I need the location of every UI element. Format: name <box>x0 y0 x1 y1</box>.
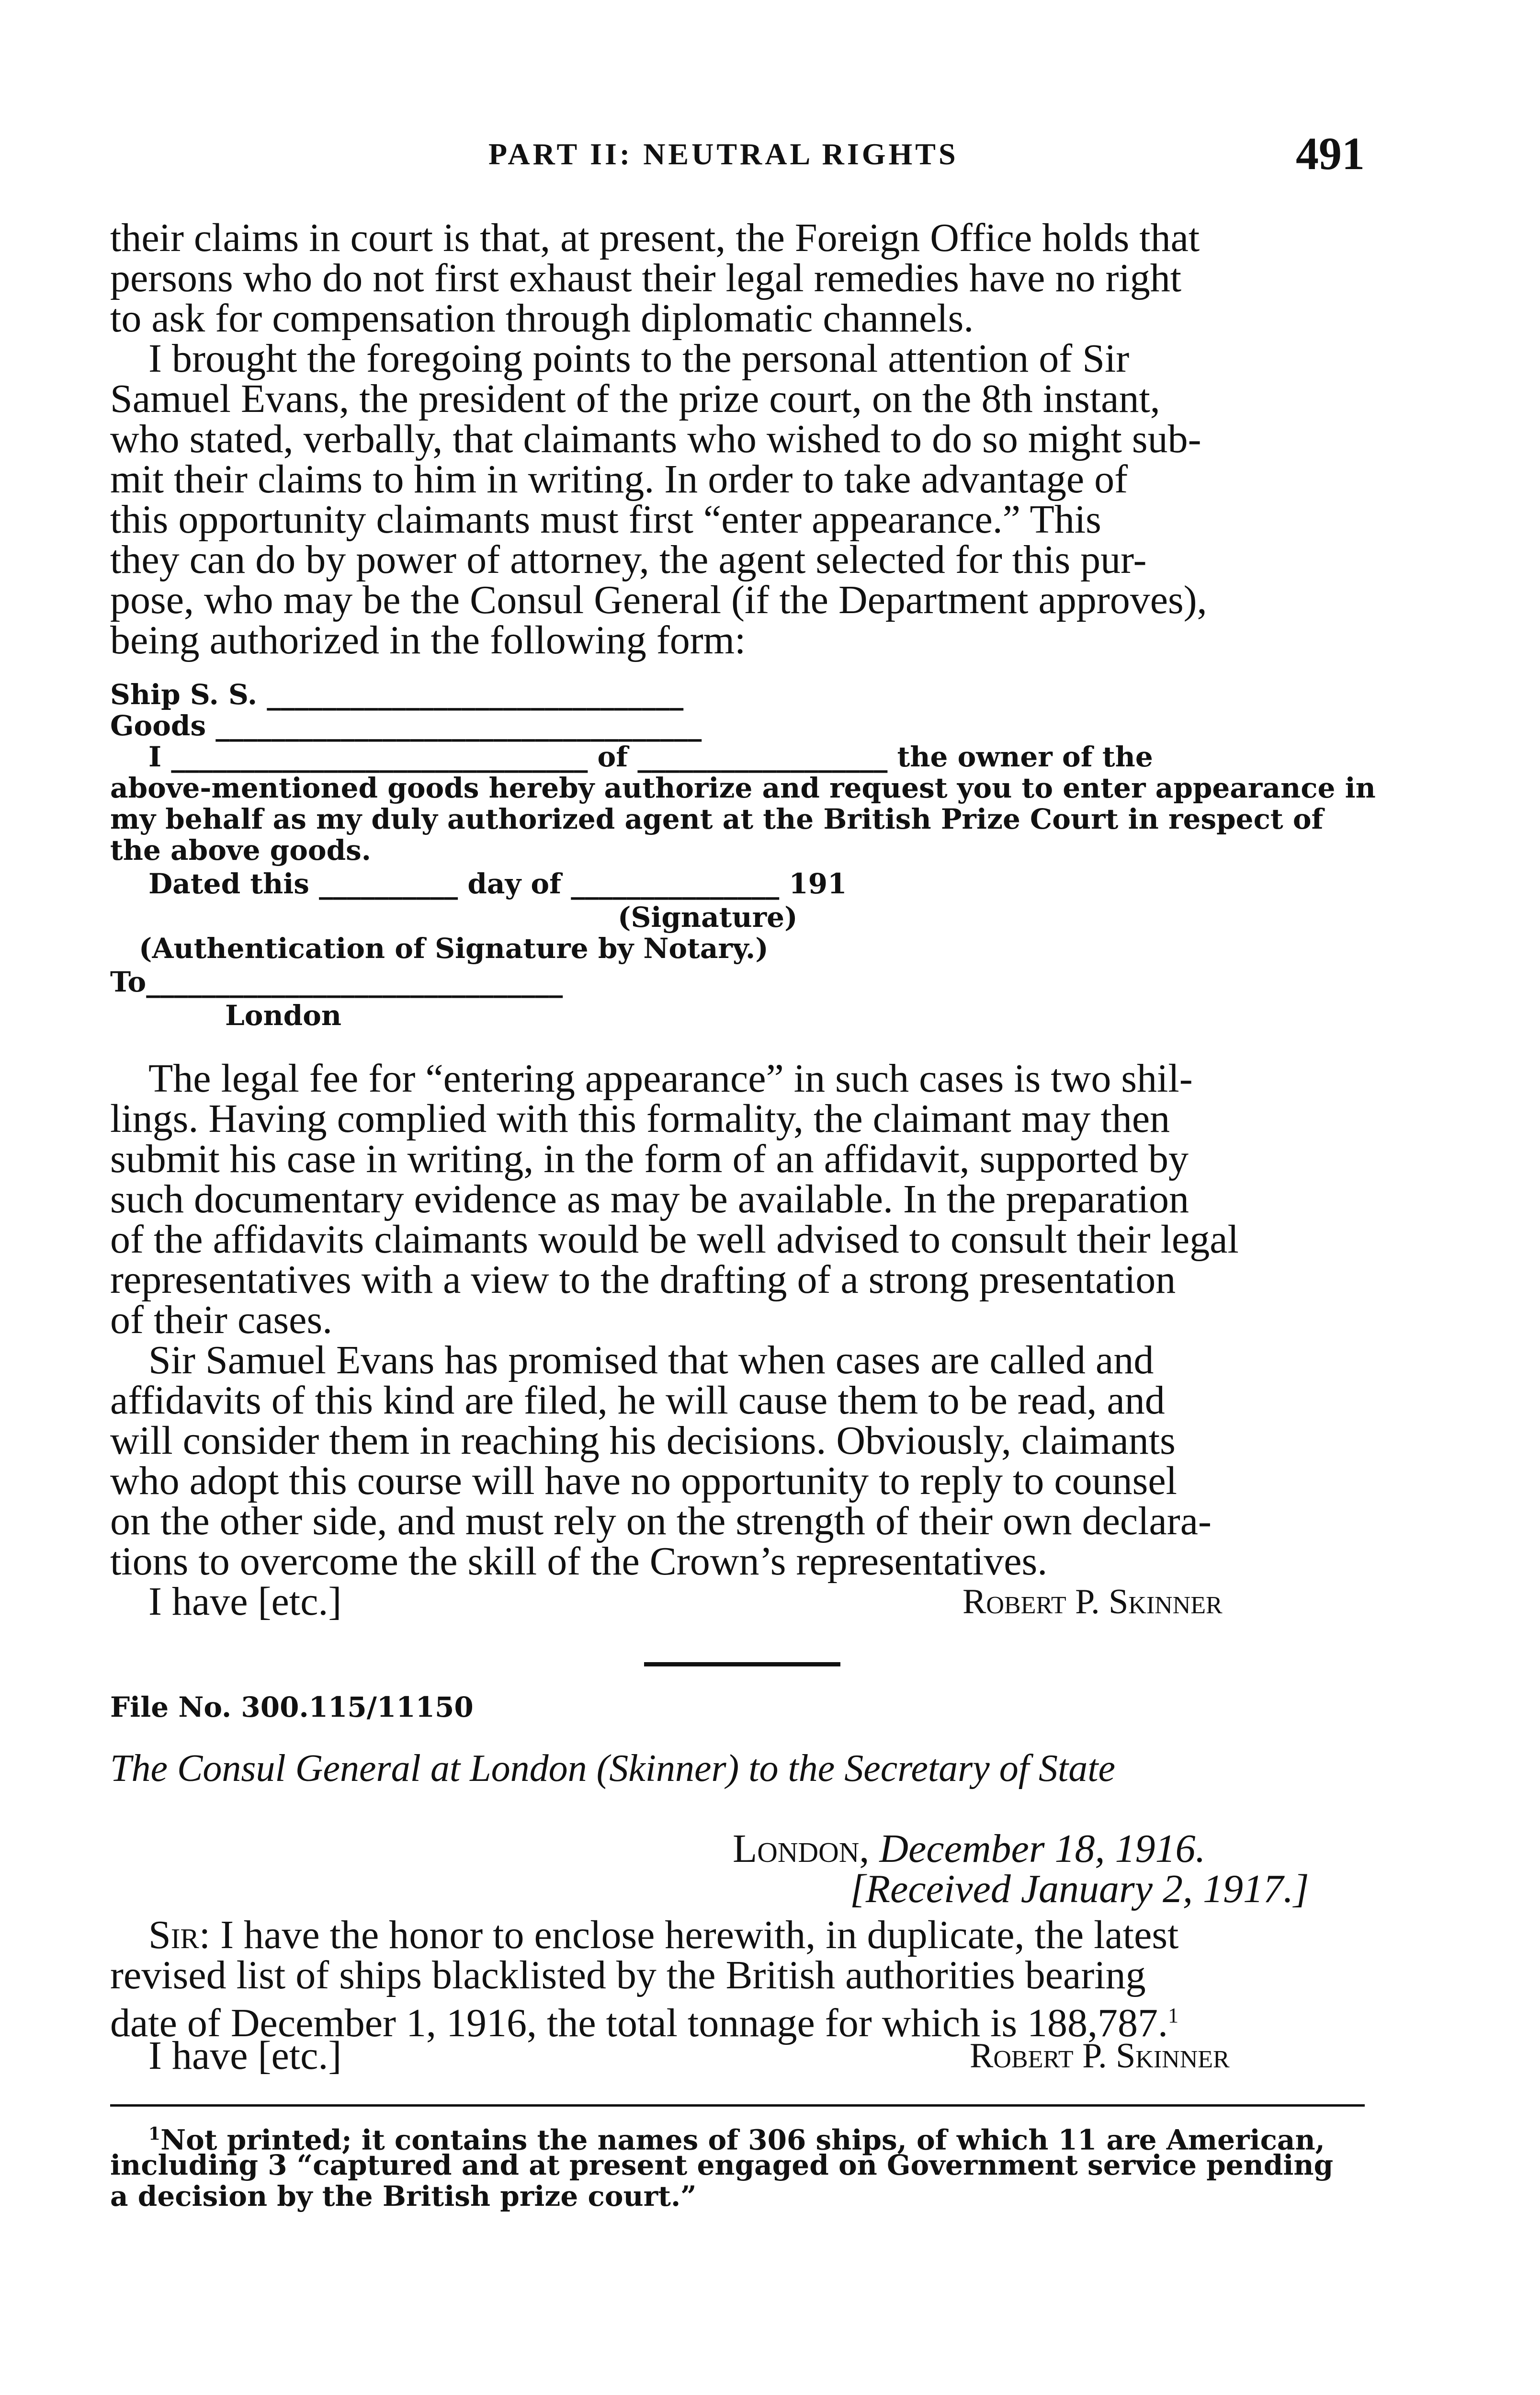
para1-line-1: their claims in court is that, at present, the Foreign Office holds that <box>110 216 1200 260</box>
para5-line-1 <box>148 1915 1178 1955</box>
dateline-place: London, <box>733 1826 870 1871</box>
footnote-line-3: a decision by the British prize court.” <box>110 2180 697 2213</box>
footnote-marker: 1 <box>148 2124 161 2144</box>
para2-line-5: this opportunity claimants must first “enter appearance.” This <box>110 497 1101 542</box>
dateline-date: December 18, 1916. <box>879 1826 1206 1871</box>
footnote-line-1-text: Not printed; it contains the names of 306 ships, of which 11 are American, <box>160 2123 1325 2156</box>
para4-line-3: will consider them in reaching his decisions. Obviously, claimants <box>110 1418 1176 1463</box>
closing2-signer: Robert P. Skinner <box>970 2036 1230 2076</box>
salutation: Sir: <box>148 1913 211 1957</box>
para5-line-2: revised list of ships blacklisted by the British authorities bearing <box>110 1953 1146 1997</box>
para2-line-3: who stated, verbally, that claimants who wished to do so might sub- <box>110 417 1201 461</box>
para2-line-2: Samuel Evans, the president of the prize court, on the 8th instant, <box>110 376 1160 421</box>
para4-line-5: on the other side, and must rely on the strength of their own declara- <box>110 1499 1212 1543</box>
para3-line-5: of the affidavits claimants would be well advised to consult their legal <box>110 1217 1239 1262</box>
dateline-received: [Received January 2, 1917.] <box>850 1867 1309 1911</box>
form-body-line-1: above-mentioned goods hereby authorize and request you to enter appearance in <box>110 772 1376 804</box>
document-title: The Consul General at London (Skinner) to the Secretary of State <box>110 1747 1115 1790</box>
para2-line-8: being authorized in the following form: <box>110 618 746 662</box>
footnote-rule <box>110 2104 1365 2107</box>
form-i-of: I ______________________________ of __________________ the owner of the <box>148 741 1153 773</box>
closing1-signer: Robert P. Skinner <box>962 1582 1223 1621</box>
closing1-text: I have [etc.] <box>148 1579 342 1624</box>
para3-line-2: lings. Having complied with this formality, the claimant may then <box>110 1096 1170 1141</box>
para3-line-7: of their cases. <box>110 1298 333 1342</box>
form-to: To______________________________ <box>110 966 563 998</box>
para5-line-3-text: date of December 1, 1916, the total tonnage for which is 188,787. <box>110 2001 1168 2045</box>
para4-line-4: who adopt this course will have no opportunity to reply to counsel <box>110 1459 1177 1503</box>
para5-line-1-text: I have the honor to enclose herewith, in duplicate, the latest <box>220 1913 1179 1957</box>
dateline <box>733 1826 1206 1871</box>
para2-line-4: mit their claims to him in writing. In order to take advantage of <box>110 457 1128 502</box>
para1-line-2: persons who do not first exhaust their legal remedies have no right <box>110 256 1182 300</box>
file-number: File No. 300.115/11150 <box>110 1691 474 1723</box>
para3-line-6: representatives with a view to the drafting of a strong presentation <box>110 1257 1176 1302</box>
form-signature: (Signature) <box>618 901 798 934</box>
para2-line-1: I brought the foregoing points to the personal attention of Sir <box>148 336 1130 381</box>
para4-line-2: affidavits of this kind are filed, he will cause them to be read, and <box>110 1378 1165 1423</box>
section-rule <box>644 1662 840 1666</box>
para3-line-3: submit his case in writing, in the form of an affidavit, supported by <box>110 1137 1189 1181</box>
form-body-line-2: my behalf as my duly authorized agent at the British Prize Court in respect of <box>110 803 1324 835</box>
para4-line-1: Sir Samuel Evans has promised that when cases are called and <box>148 1338 1154 1382</box>
form-dated: Dated this __________ day of _______________ 191 <box>148 867 847 900</box>
page-header <box>110 127 1365 184</box>
para3-line-1: The legal fee for “entering appearance” in such cases is two shil- <box>148 1056 1193 1101</box>
para2-line-7: pose, who may be the Consul General (if the Department approves), <box>110 578 1207 622</box>
para3-line-4: such documentary evidence as may be available. In the preparation <box>110 1177 1189 1221</box>
running-head: PART II: NEUTRAL RIGHTS <box>488 137 959 171</box>
form-authentication: (Authentication of Signature by Notary.) <box>139 932 769 965</box>
form-london: London <box>225 999 342 1032</box>
footnote-line-2: including 3 “captured and at present engaged on Government service pending <box>110 2149 1334 2181</box>
form-ship: Ship S. S. ______________________________ <box>110 678 684 711</box>
form-body-line-3: the above goods. <box>110 834 371 867</box>
page-number: 491 <box>1296 128 1365 179</box>
para2-line-6: they can do by power of attorney, the agent selected for this pur- <box>110 537 1147 582</box>
para1-line-3: to ask for compensation through diplomatic channels. <box>110 296 974 341</box>
form-goods: Goods ___________________________________ <box>110 709 702 742</box>
footnote-reference: 1 <box>1168 2004 1179 2027</box>
closing2-text: I have [etc.] <box>148 2033 342 2078</box>
para4-line-6: tions to overcome the skill of the Crown’s representatives. <box>110 1539 1048 1584</box>
